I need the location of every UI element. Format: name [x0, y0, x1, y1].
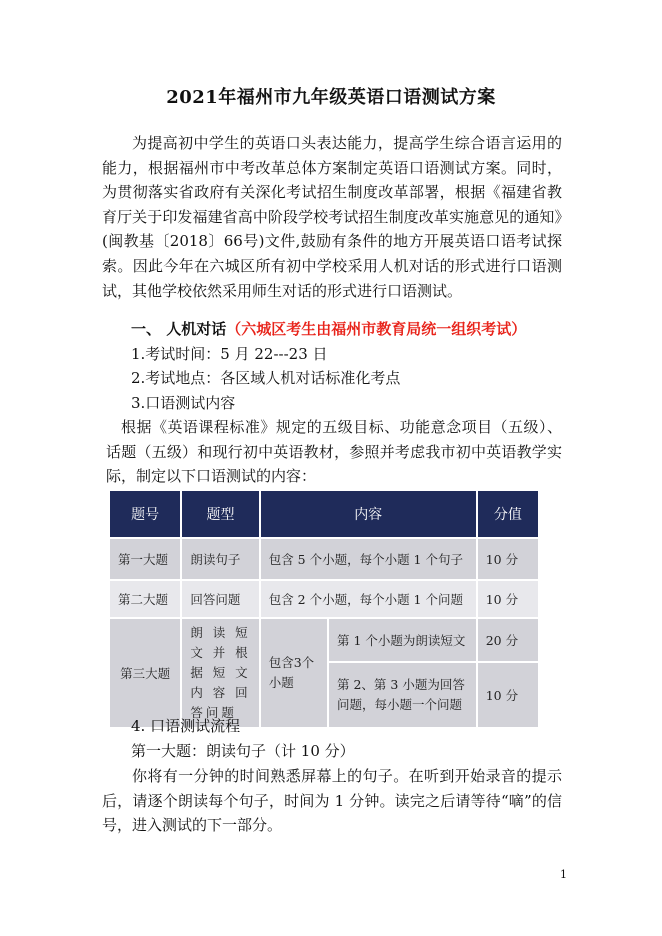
- test-content-table: [108, 489, 540, 729]
- cell-type: 回答问题: [182, 581, 258, 617]
- cell-score: 10 分: [478, 539, 538, 579]
- page-number: 1: [560, 868, 567, 881]
- table-header-row: [110, 491, 538, 537]
- intro-paragraph: 为提高初中学生的英语口头表达能力，提高学生综合语言运用的能力，根据福州市中考改革总体方案制定英语口语测试方案。同时，为贯彻落实省政府有关深化考试招生制度改革部署，根据《福建省教育厅关于印发福建省高中阶段学校考试招生制度改革实施意见的通知》(闽教基〔2018〕66号)文件,鼓励有条件的地方开展英语口语考试探索。因此今年在六城区所有初中学校采用人机对话的形式进行口语测试，其他学校依然采用师生对话的形式进行口语测试。: [102, 134, 562, 300]
- item-test-process: 4. 口语测试流程: [131, 717, 241, 735]
- table-row: [110, 581, 538, 617]
- cell-number: 第三大题: [110, 619, 180, 727]
- cell-subitem: 第 1 个小题为朗读短文: [329, 619, 476, 661]
- cell-content: 包含 5 个小题，每个小题 1 个句子: [261, 539, 476, 579]
- table-row: [110, 539, 538, 579]
- table-row: [110, 619, 538, 661]
- section-1-heading: [131, 318, 526, 339]
- header-score: 分值: [478, 491, 538, 537]
- cell-type: 朗读句子: [182, 539, 258, 579]
- document-title: 2021年福州市九年级英语口语测试方案: [166, 87, 496, 108]
- part-1-heading: 第一大题：朗读句子（计 10 分）: [131, 742, 355, 760]
- section-1-title: 一、 人机对话: [131, 320, 227, 338]
- cell-content: 包含 2 个小题，每个小题 1 个问题: [261, 581, 476, 617]
- cell-score: 10 分: [478, 663, 538, 727]
- item-test-content: 3.口语测试内容: [131, 394, 236, 412]
- content-paragraph: 根据《英语课程标准》规定的五级目标、功能意念项目（五级）、话题（五级）和现行初中英语教材，参照并考虑我市初中英语教学实际，制定以下口语测试的内容：: [106, 418, 562, 486]
- item-exam-time: 1.考试时间：5 月 22---23 日: [131, 345, 328, 363]
- item-exam-location: 2.考试地点：各区域人机对话标准化考点: [131, 369, 401, 387]
- cell-score: 10 分: [478, 581, 538, 617]
- cell-score: 20 分: [478, 619, 538, 661]
- header-content: 内容: [261, 491, 476, 537]
- header-type: 题型: [182, 491, 258, 537]
- cell-number: 第一大题: [110, 539, 180, 579]
- cell-number: 第二大题: [110, 581, 180, 617]
- part-1-paragraph: 你将有一分钟的时间熟悉屏幕上的句子。在听到开始录音的提示后，请逐个朗读每个句子，时间为 1 分钟。读完之后请等待“嘀”的信号，进入测试的下一部分。: [102, 767, 562, 835]
- header-number: 题号: [110, 491, 180, 537]
- cell-type: 朗读短文并根据短文内容回答问题: [182, 619, 258, 727]
- section-1-note: （六城区考生由福州市教育局统一组织考试）: [226, 320, 527, 338]
- cell-content: 包含3个小题: [261, 619, 327, 727]
- cell-subitem: 第 2、第 3 小题为回答问题，每小题一个问题: [329, 663, 476, 727]
